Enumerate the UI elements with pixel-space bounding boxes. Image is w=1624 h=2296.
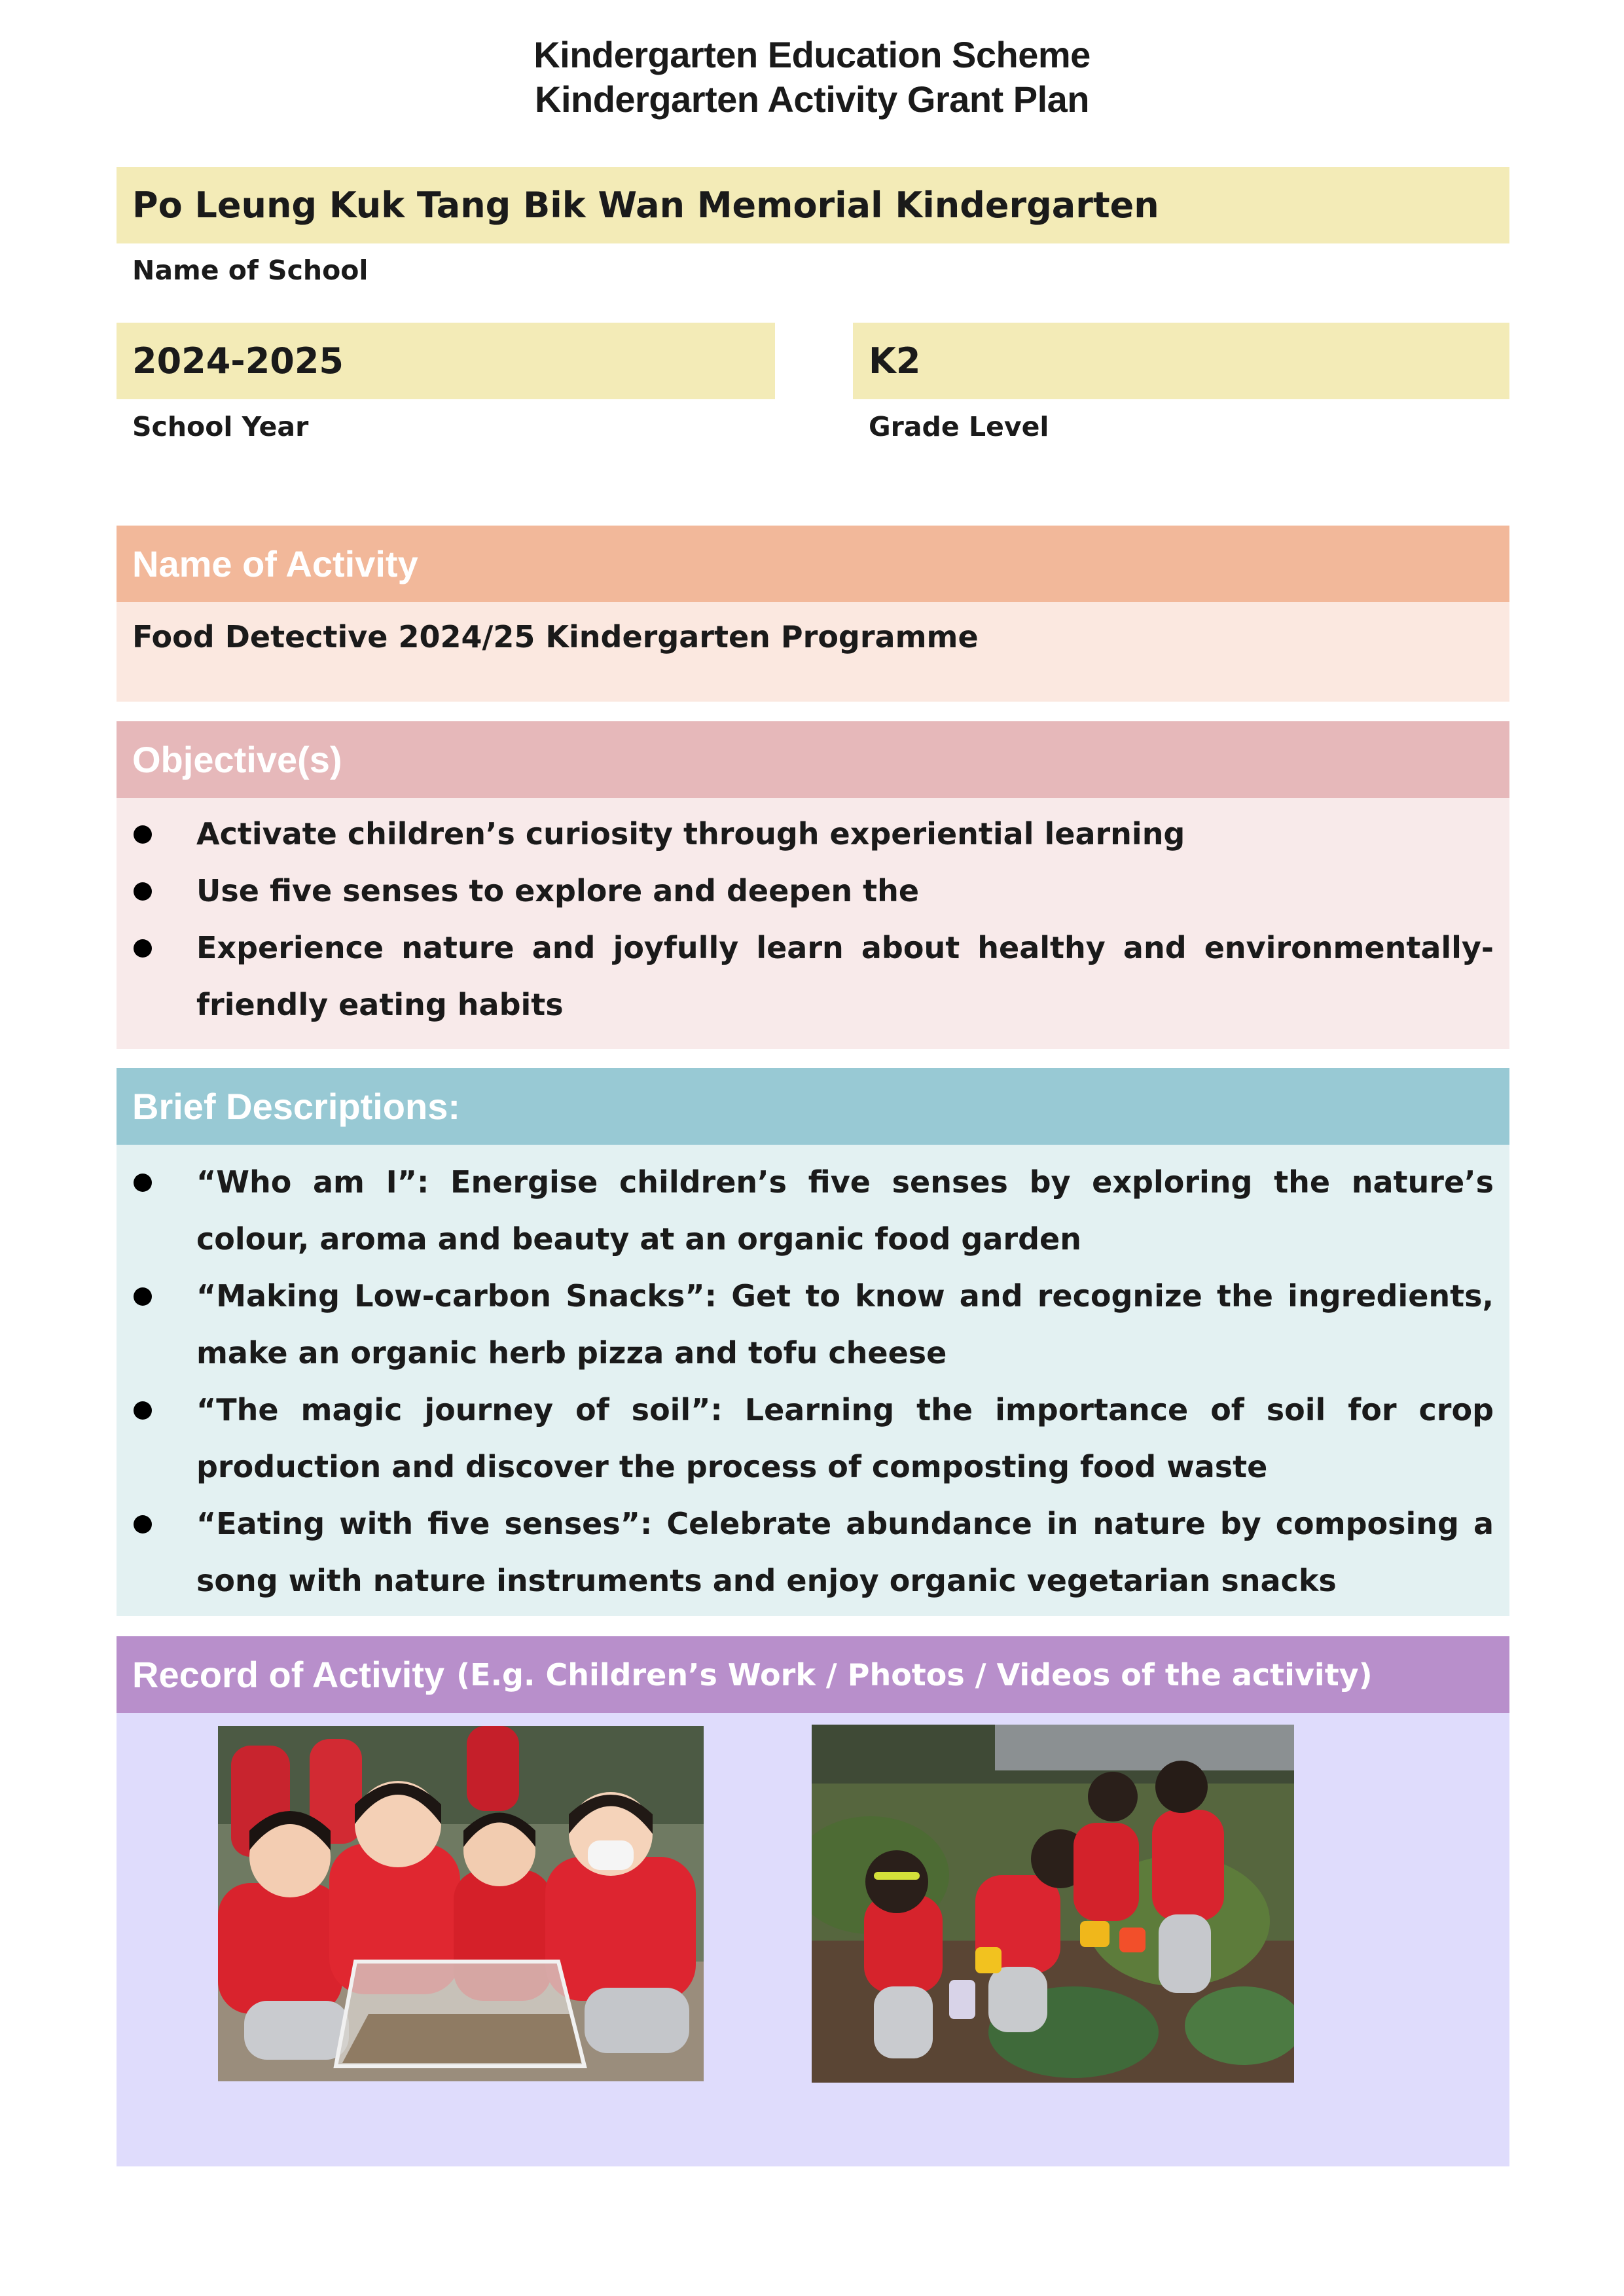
school-name-value: Po Leung Kuk Tang Bik Wan Memorial Kindergarten	[132, 185, 1159, 226]
record-subheading-text: (E.g. Children’s Work / Photos / Videos of the activity)	[456, 1657, 1373, 1693]
grade-level-field	[853, 323, 1509, 399]
bullet-icon	[134, 1515, 152, 1534]
school-year-value: 2024-2025	[132, 340, 344, 382]
document-title	[0, 33, 1624, 122]
record-section-heading	[117, 1636, 1509, 1713]
activity-section-body	[117, 602, 1509, 702]
children-with-soil-box-photo	[218, 1726, 704, 2081]
description-item: “Who am I”: Energise children’s five senses by exploring the nature’s colour, aroma and beauty at an organic food garden	[117, 1154, 1509, 1268]
title-line-2: Kindergarten Activity Grant Plan	[535, 79, 1089, 120]
bullet-icon	[134, 1401, 152, 1420]
descriptions-heading-text: Brief Descriptions:	[132, 1086, 460, 1127]
activity-name: Food Detective 2024/25 Kindergarten Programme	[132, 619, 979, 655]
objective-item: Use five senses to explore and deepen the	[117, 863, 1509, 920]
school-year-field	[117, 323, 775, 399]
school-year-label: School Year	[132, 411, 309, 442]
grade-level-label: Grade Level	[869, 411, 1049, 442]
description-item: “Making Low-carbon Snacks”: Get to know and recognize the ingredients, make an organic herb pizza and tofu cheese	[117, 1268, 1509, 1382]
title-line-1: Kindergarten Education Scheme	[533, 34, 1091, 75]
objective-item: Experience nature and joyfully learn about healthy and environmentally-friendly eating habits	[117, 920, 1509, 1033]
descriptions-section-body	[117, 1145, 1509, 1616]
objectives-section-body	[117, 798, 1509, 1049]
record-heading-text: Record of Activity	[132, 1654, 445, 1695]
objectives-list	[117, 806, 1509, 1033]
school-name-label: Name of School	[132, 255, 369, 286]
description-item: “Eating with five senses”: Celebrate abundance in nature by composing a song with nature instruments and enjoy organic vegetarian snacks	[117, 1496, 1509, 1609]
bullet-icon	[134, 939, 152, 958]
children-watering-plants-photo	[812, 1725, 1294, 2083]
descriptions-section-heading	[117, 1068, 1509, 1145]
bullet-icon	[134, 1174, 152, 1192]
objectives-heading-text: Objective(s)	[132, 739, 342, 780]
school-name-field	[117, 167, 1509, 243]
objectives-section-heading	[117, 721, 1509, 798]
bullet-icon	[134, 825, 152, 844]
activity-heading-text: Name of Activity	[132, 543, 418, 584]
grade-level-value: K2	[869, 340, 921, 382]
description-item: “The magic journey of soil”: Learning the importance of soil for crop production and discover the process of composting food waste	[117, 1382, 1509, 1496]
descriptions-list	[117, 1154, 1509, 1609]
activity-section-heading	[117, 526, 1509, 602]
objective-item: Activate children’s curiosity through experiential learning	[117, 806, 1509, 863]
bullet-icon	[134, 882, 152, 901]
bullet-icon	[134, 1287, 152, 1306]
